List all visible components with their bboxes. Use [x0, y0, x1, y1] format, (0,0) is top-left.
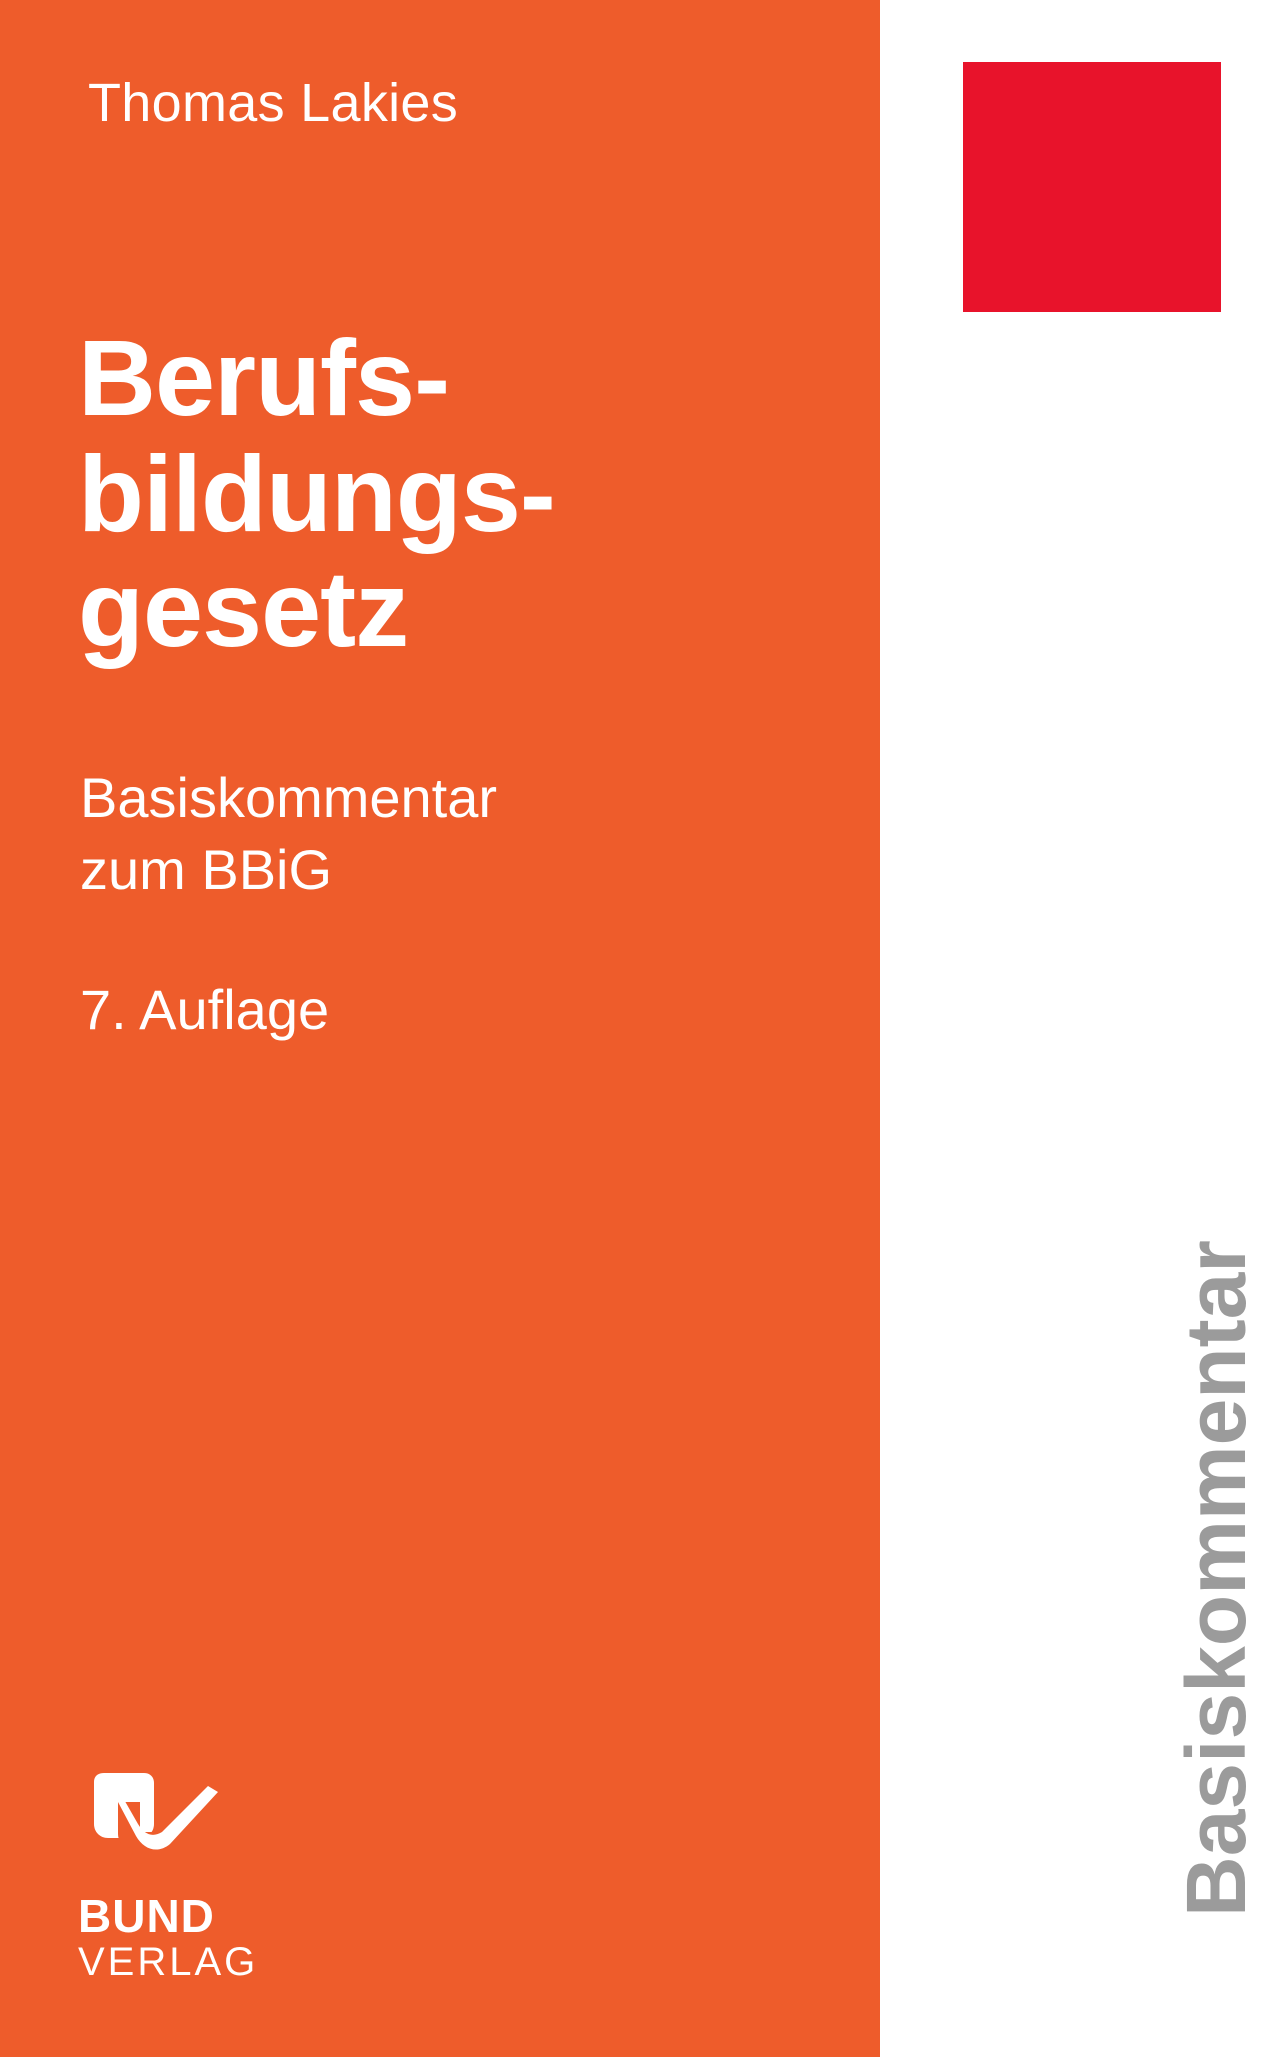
- red-square-mark: [963, 62, 1221, 312]
- series-label: Basiskommentar: [1169, 1240, 1263, 1917]
- book-title: [78, 317, 838, 670]
- title-line-1: Berufs-: [78, 317, 450, 438]
- edition-label: 7. Auflage: [80, 978, 330, 1041]
- title-line-3: gesetz: [78, 548, 409, 670]
- publisher-name: BUND: [78, 1890, 215, 1942]
- author-name: Thomas Lakies: [88, 73, 459, 133]
- checkmark-icon: [78, 1772, 228, 1882]
- book-subtitle: [80, 762, 780, 905]
- publisher-subname: VERLAG: [78, 1940, 259, 1984]
- title-line-2: bildungs-: [78, 432, 555, 554]
- publisher-logo: [78, 1772, 398, 1985]
- subtitle-line-1: Basiskommentar: [80, 766, 498, 829]
- subtitle-line-2: zum BBiG: [80, 837, 333, 901]
